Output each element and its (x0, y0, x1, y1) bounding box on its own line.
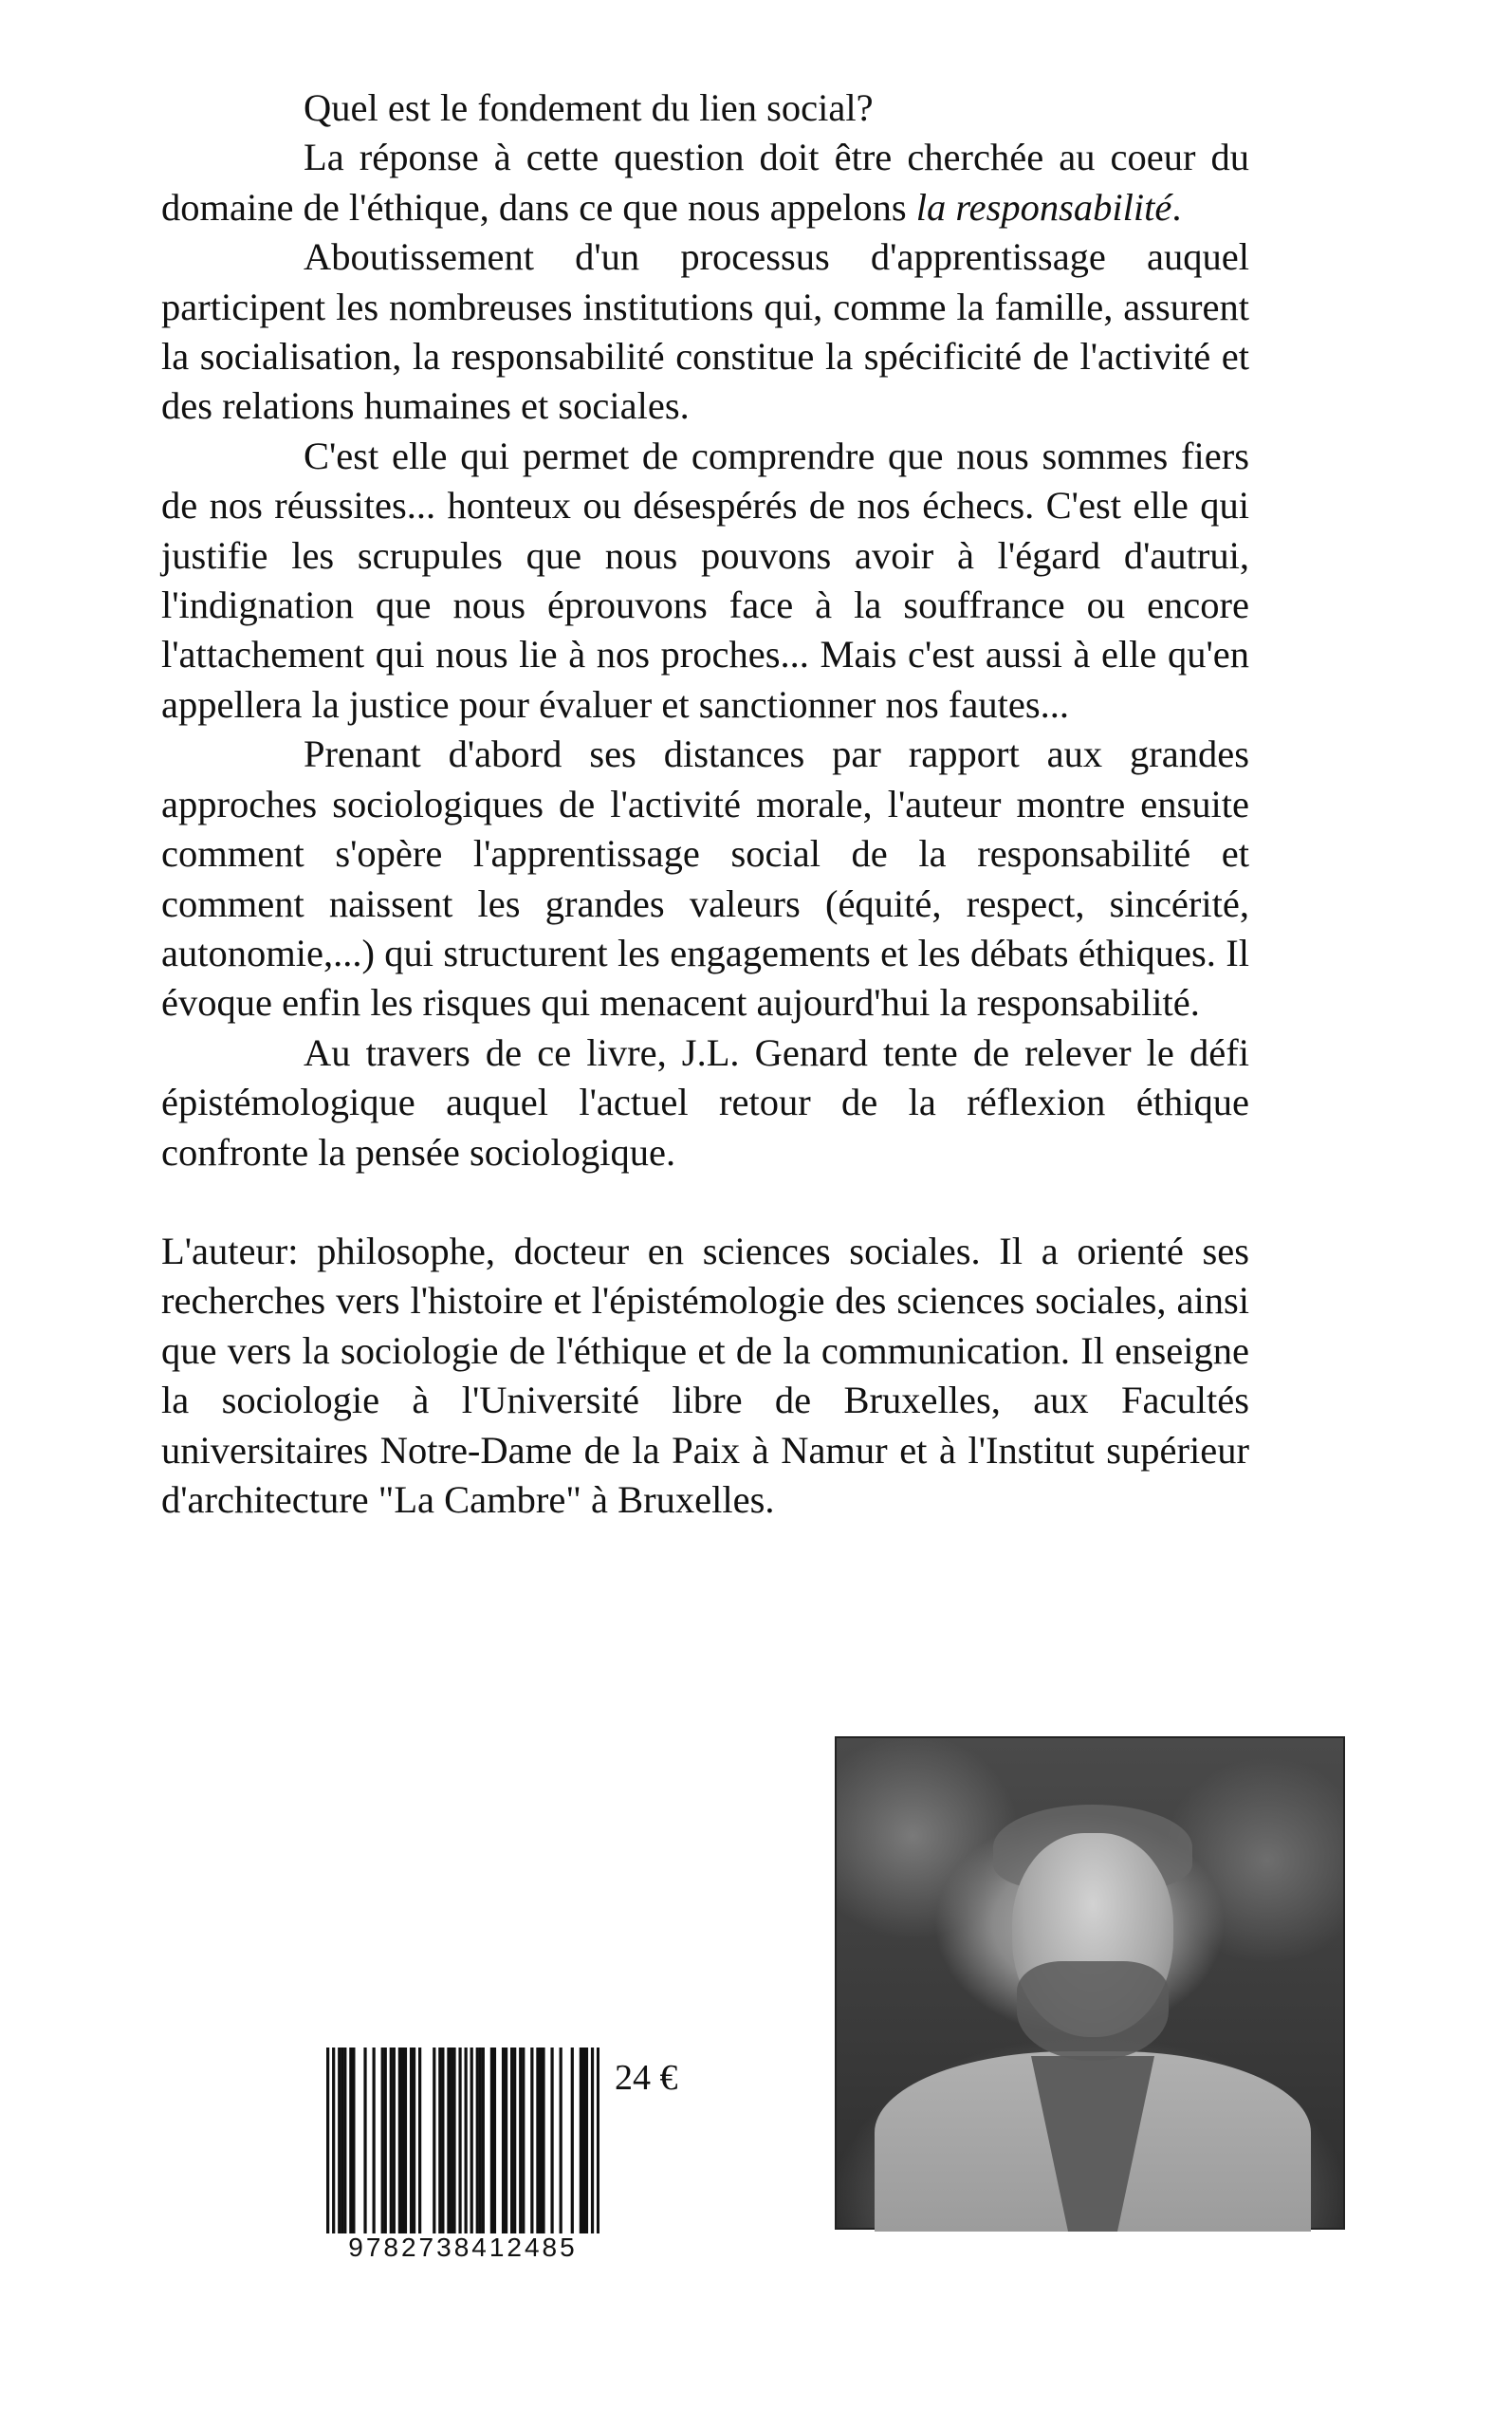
barcode-bar (522, 2048, 525, 2233)
author-photo (835, 1736, 1345, 2230)
barcode-bar (384, 2048, 387, 2233)
approches-paragraph: Prenant d'abord ses distances par rapport aux grandes approches sociologiques de l'activité morale, l'auteur montre ensuite comment s'opère l'apprentissage social de la responsabilité et comment naissent les grandes valeurs (équité, respect, sincérité, autonomie,...) qui structurent les engagements et les débats éthiques. Il évoque enfin les risques qui menacent aujourd'hui la responsabilité. (161, 732, 1249, 1025)
barcode-bar (352, 2048, 355, 2233)
barcode-bar (550, 2048, 553, 2233)
barcode-bar (401, 2048, 404, 2233)
barcode-bar (404, 2048, 407, 2233)
barcode-bar (452, 2048, 455, 2233)
defi-paragraph: Au travers de ce livre, J.L. Genard tente de relever le défi épistémologique auquel l'actuel retour de la réflexion éthique confronte la pensée sociologique. (161, 1030, 1249, 1174)
barcode-bar (418, 2048, 421, 2233)
barcode-bar (482, 2048, 485, 2233)
barcode-bar (450, 2048, 452, 2233)
barcode-bar (591, 2048, 594, 2233)
barcode-bar (326, 2048, 329, 2233)
barcode-bar (398, 2048, 401, 2233)
back-cover-text (161, 83, 1249, 1525)
barcode-bar (438, 2048, 441, 2233)
barcode-bar (465, 2048, 468, 2233)
barcode-bar (479, 2048, 482, 2233)
barcode-bar (585, 2048, 588, 2233)
responsabilite-emphasis: la responsabilité (915, 185, 1172, 229)
barcode-bar (341, 2048, 343, 2233)
price-label: 24 € (615, 2058, 678, 2098)
barcode-bar (539, 2048, 542, 2233)
answer-end: . (1171, 185, 1182, 229)
barcode-bar (597, 2048, 599, 2233)
barcode-bar (381, 2048, 384, 2233)
isbn-barcode (326, 2048, 599, 2266)
barcode-bar (390, 2048, 393, 2233)
photo-beard (1017, 1961, 1169, 2061)
barcode-bar (493, 2048, 496, 2233)
answer-text: La réponse à cette question doit être cherchée au coeur du domaine de l'éthique, dans ce que nous appelons (161, 136, 1249, 229)
barcode-bar (470, 2048, 473, 2233)
barcode-bar (363, 2048, 366, 2233)
barcode-bar (373, 2048, 376, 2233)
barcode-bar (413, 2048, 415, 2233)
barcode-bar (502, 2048, 505, 2233)
barcode-bars (326, 2048, 599, 2233)
fiers-paragraph: C'est elle qui permet de comprendre que nous sommes fiers de nos réussites... honteux ou désespérés de nos échecs. C'est elle qui justifie les scrupules que nous pouvons avoir à l'égard d'autrui, l'indignation que nous éprouvons face à la souffrance ou encore l'attachement qui nous lie à nos proches... Mais c'est aussi à elle qu'en appellera la justice pour évaluer et sanctionner nos fautes... (161, 434, 1249, 726)
barcode-bar (510, 2048, 513, 2233)
barcode-bar (530, 2048, 533, 2233)
question-paragraph: Quel est le fondement du lien social? (304, 86, 874, 129)
barcode-bar (349, 2048, 352, 2233)
barcode-bar (519, 2048, 522, 2233)
barcode-bar (505, 2048, 507, 2233)
answer-paragraph (161, 133, 1249, 232)
author-bio: L'auteur: philosophe, docteur en sciences sociales. Il a orienté ses recherches vers l'histoire et l'épistémologie des sciences sociales, ainsi que vers la sociologie de l'éthique et de la communication. Il enseigne la sociologie à l'Université libre de Bruxelles, aux Facultés universitaires Notre-Dame de la Paix à Namur et à l'Institut supérieur d'architecture "La Cambre" à Bruxelles. (161, 1229, 1249, 1521)
barcode-bar (441, 2048, 444, 2233)
barcode-bar (458, 2048, 461, 2233)
barcode-bar (571, 2048, 574, 2233)
barcode-bar (582, 2048, 585, 2233)
barcode-bar (338, 2048, 341, 2233)
section-gap (161, 1177, 1249, 1227)
barcode-bar (433, 2048, 435, 2233)
barcode-bar (447, 2048, 450, 2233)
barcode-bar (536, 2048, 539, 2233)
barcode-bar (580, 2048, 582, 2233)
barcode-bar (332, 2048, 335, 2233)
barcode-bar (343, 2048, 346, 2233)
socialisation-paragraph: Aboutissement d'un processus d'apprentissage auquel participent les nombreuses institutions qui, comme la famille, assurent la socialisation, la responsabilité constitue la spécificité de l'activité et des relations humaines et sociales. (161, 235, 1249, 428)
barcode-bar (393, 2048, 396, 2233)
barcode-bar (560, 2048, 562, 2233)
barcode-bar (542, 2048, 544, 2233)
barcode-bar (490, 2048, 493, 2233)
barcode-bar (513, 2048, 516, 2233)
barcode-bar (476, 2048, 479, 2233)
barcode-bar (410, 2048, 413, 2233)
isbn-number: 9782738412485 (348, 2233, 578, 2262)
